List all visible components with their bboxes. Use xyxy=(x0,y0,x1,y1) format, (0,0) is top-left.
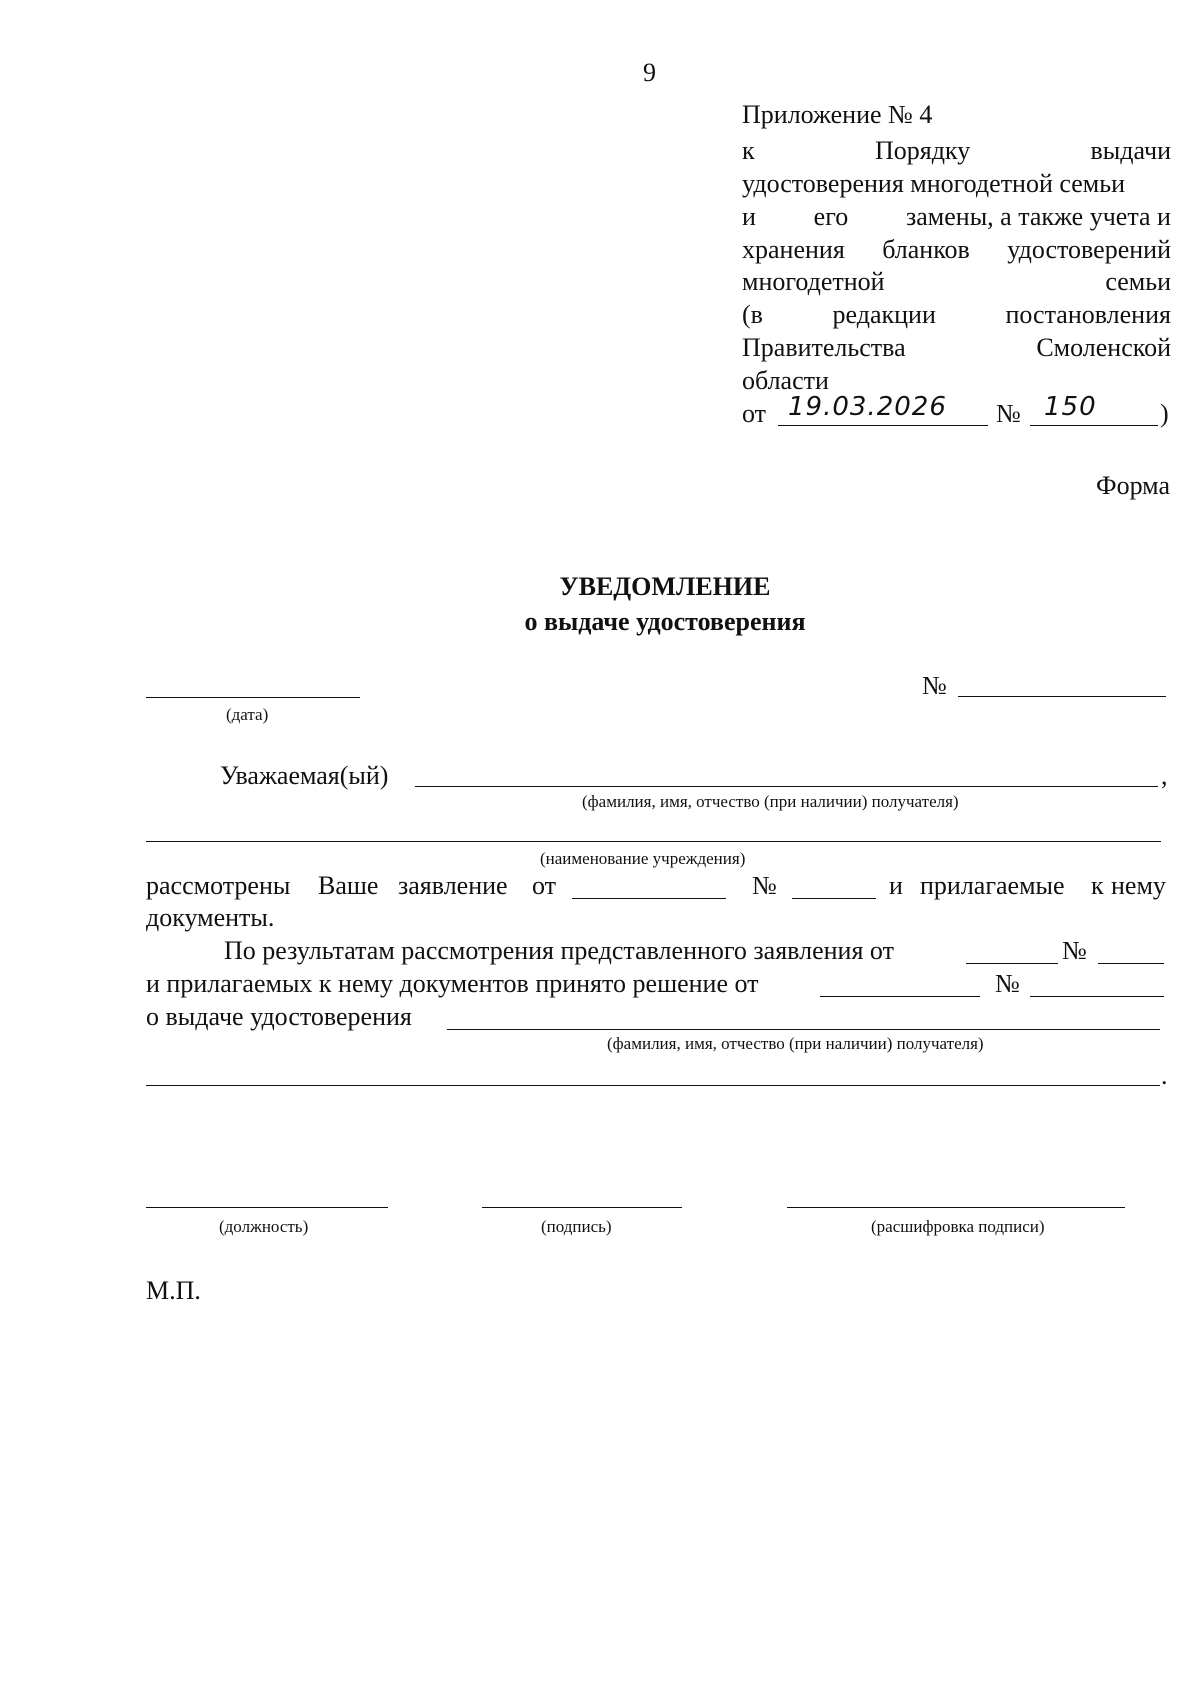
signature-caption: (подпись) xyxy=(541,1217,612,1236)
signature-line xyxy=(482,1207,682,1208)
handwritten-date: 19.03.2026 xyxy=(788,392,947,422)
decision-date-line xyxy=(820,996,980,997)
closing-period: . xyxy=(1161,1061,1168,1090)
para2-line1: По результатам рассмотрения представленного заявления от xyxy=(224,936,894,965)
page-number: 9 xyxy=(643,58,656,87)
appendix-number-sign: № xyxy=(996,399,1021,428)
para1-word: заявление xyxy=(398,871,508,900)
date-caption: (дата) xyxy=(226,705,269,724)
para1-word: рассмотрены xyxy=(146,871,291,900)
para2-line2: и прилагаемых к нему документов принято решение от xyxy=(146,969,759,998)
greeting: Уважаемая(ый) xyxy=(220,761,389,790)
para1-word: Ваше xyxy=(318,871,379,900)
para2-number-sign-2: № xyxy=(995,969,1020,998)
appendix-line-3: удостоверения многодетной семьи xyxy=(742,169,1126,198)
greeting-comma: , xyxy=(1161,761,1168,790)
form-label: Форма xyxy=(1096,471,1170,500)
decision-application-date-line xyxy=(966,963,1058,964)
para1-line2: документы. xyxy=(146,903,275,932)
decoding-line xyxy=(787,1207,1125,1208)
position-line xyxy=(146,1207,388,1208)
para2-line3: о выдаче удостоверения xyxy=(146,1002,412,1031)
position-caption: (должность) xyxy=(219,1217,309,1236)
appendix-line-2: к Порядку выдачи xyxy=(742,136,1171,165)
para2-number-sign-1: № xyxy=(1062,936,1087,965)
decision-number-line xyxy=(1030,996,1164,997)
para1-word: нему xyxy=(1111,871,1166,900)
para1-word: к xyxy=(1091,871,1104,900)
appendix-from-prefix: от xyxy=(742,399,767,428)
appendix-title: Приложение № 4 xyxy=(742,100,933,129)
number-underline xyxy=(1030,425,1158,426)
para1-number-sign: № xyxy=(752,871,777,900)
application-number-line xyxy=(792,898,876,899)
institution-caption: (наименование учреждения) xyxy=(540,849,746,868)
recipient-name-line xyxy=(415,786,1158,787)
date-underline xyxy=(778,425,988,426)
closing-paren: ) xyxy=(1160,399,1169,428)
recipient-caption-1: (фамилия, имя, отчество (при наличии) получателя) xyxy=(582,792,959,811)
application-date-line xyxy=(572,898,726,899)
para1-word: от xyxy=(532,871,557,900)
para1-word: и xyxy=(889,871,903,900)
date-field-line xyxy=(146,697,360,698)
notice-number-line xyxy=(958,696,1166,697)
appendix-line-4: и его замены, а также учета и xyxy=(742,202,1171,231)
appendix-line-7: (в редакции постановления xyxy=(742,300,1171,329)
appendix-line-8: Правительства Смоленской xyxy=(742,333,1171,362)
para1-word: прилагаемые xyxy=(920,871,1065,900)
recipient-continuation-line xyxy=(146,1085,1160,1086)
handwritten-number: 150 xyxy=(1044,392,1097,422)
notice-title: УВЕДОМЛЕНИЕ xyxy=(559,572,771,601)
seal-mark: М.П. xyxy=(146,1276,201,1305)
decoding-caption: (расшифровка подписи) xyxy=(871,1217,1045,1236)
notice-number-sign: № xyxy=(922,671,947,700)
appendix-line-6: многодетной семьи xyxy=(742,267,1171,296)
decision-application-number-line xyxy=(1098,963,1164,964)
institution-line xyxy=(146,841,1161,842)
appendix-line-9: области xyxy=(742,366,829,395)
recipient-caption-2: (фамилия, имя, отчество (при наличии) получателя) xyxy=(607,1034,984,1053)
notice-subtitle: о выдаче удостоверения xyxy=(524,607,806,636)
certificate-recipient-line xyxy=(447,1029,1160,1030)
appendix-line-5: хранения бланков удостоверений xyxy=(742,235,1171,264)
